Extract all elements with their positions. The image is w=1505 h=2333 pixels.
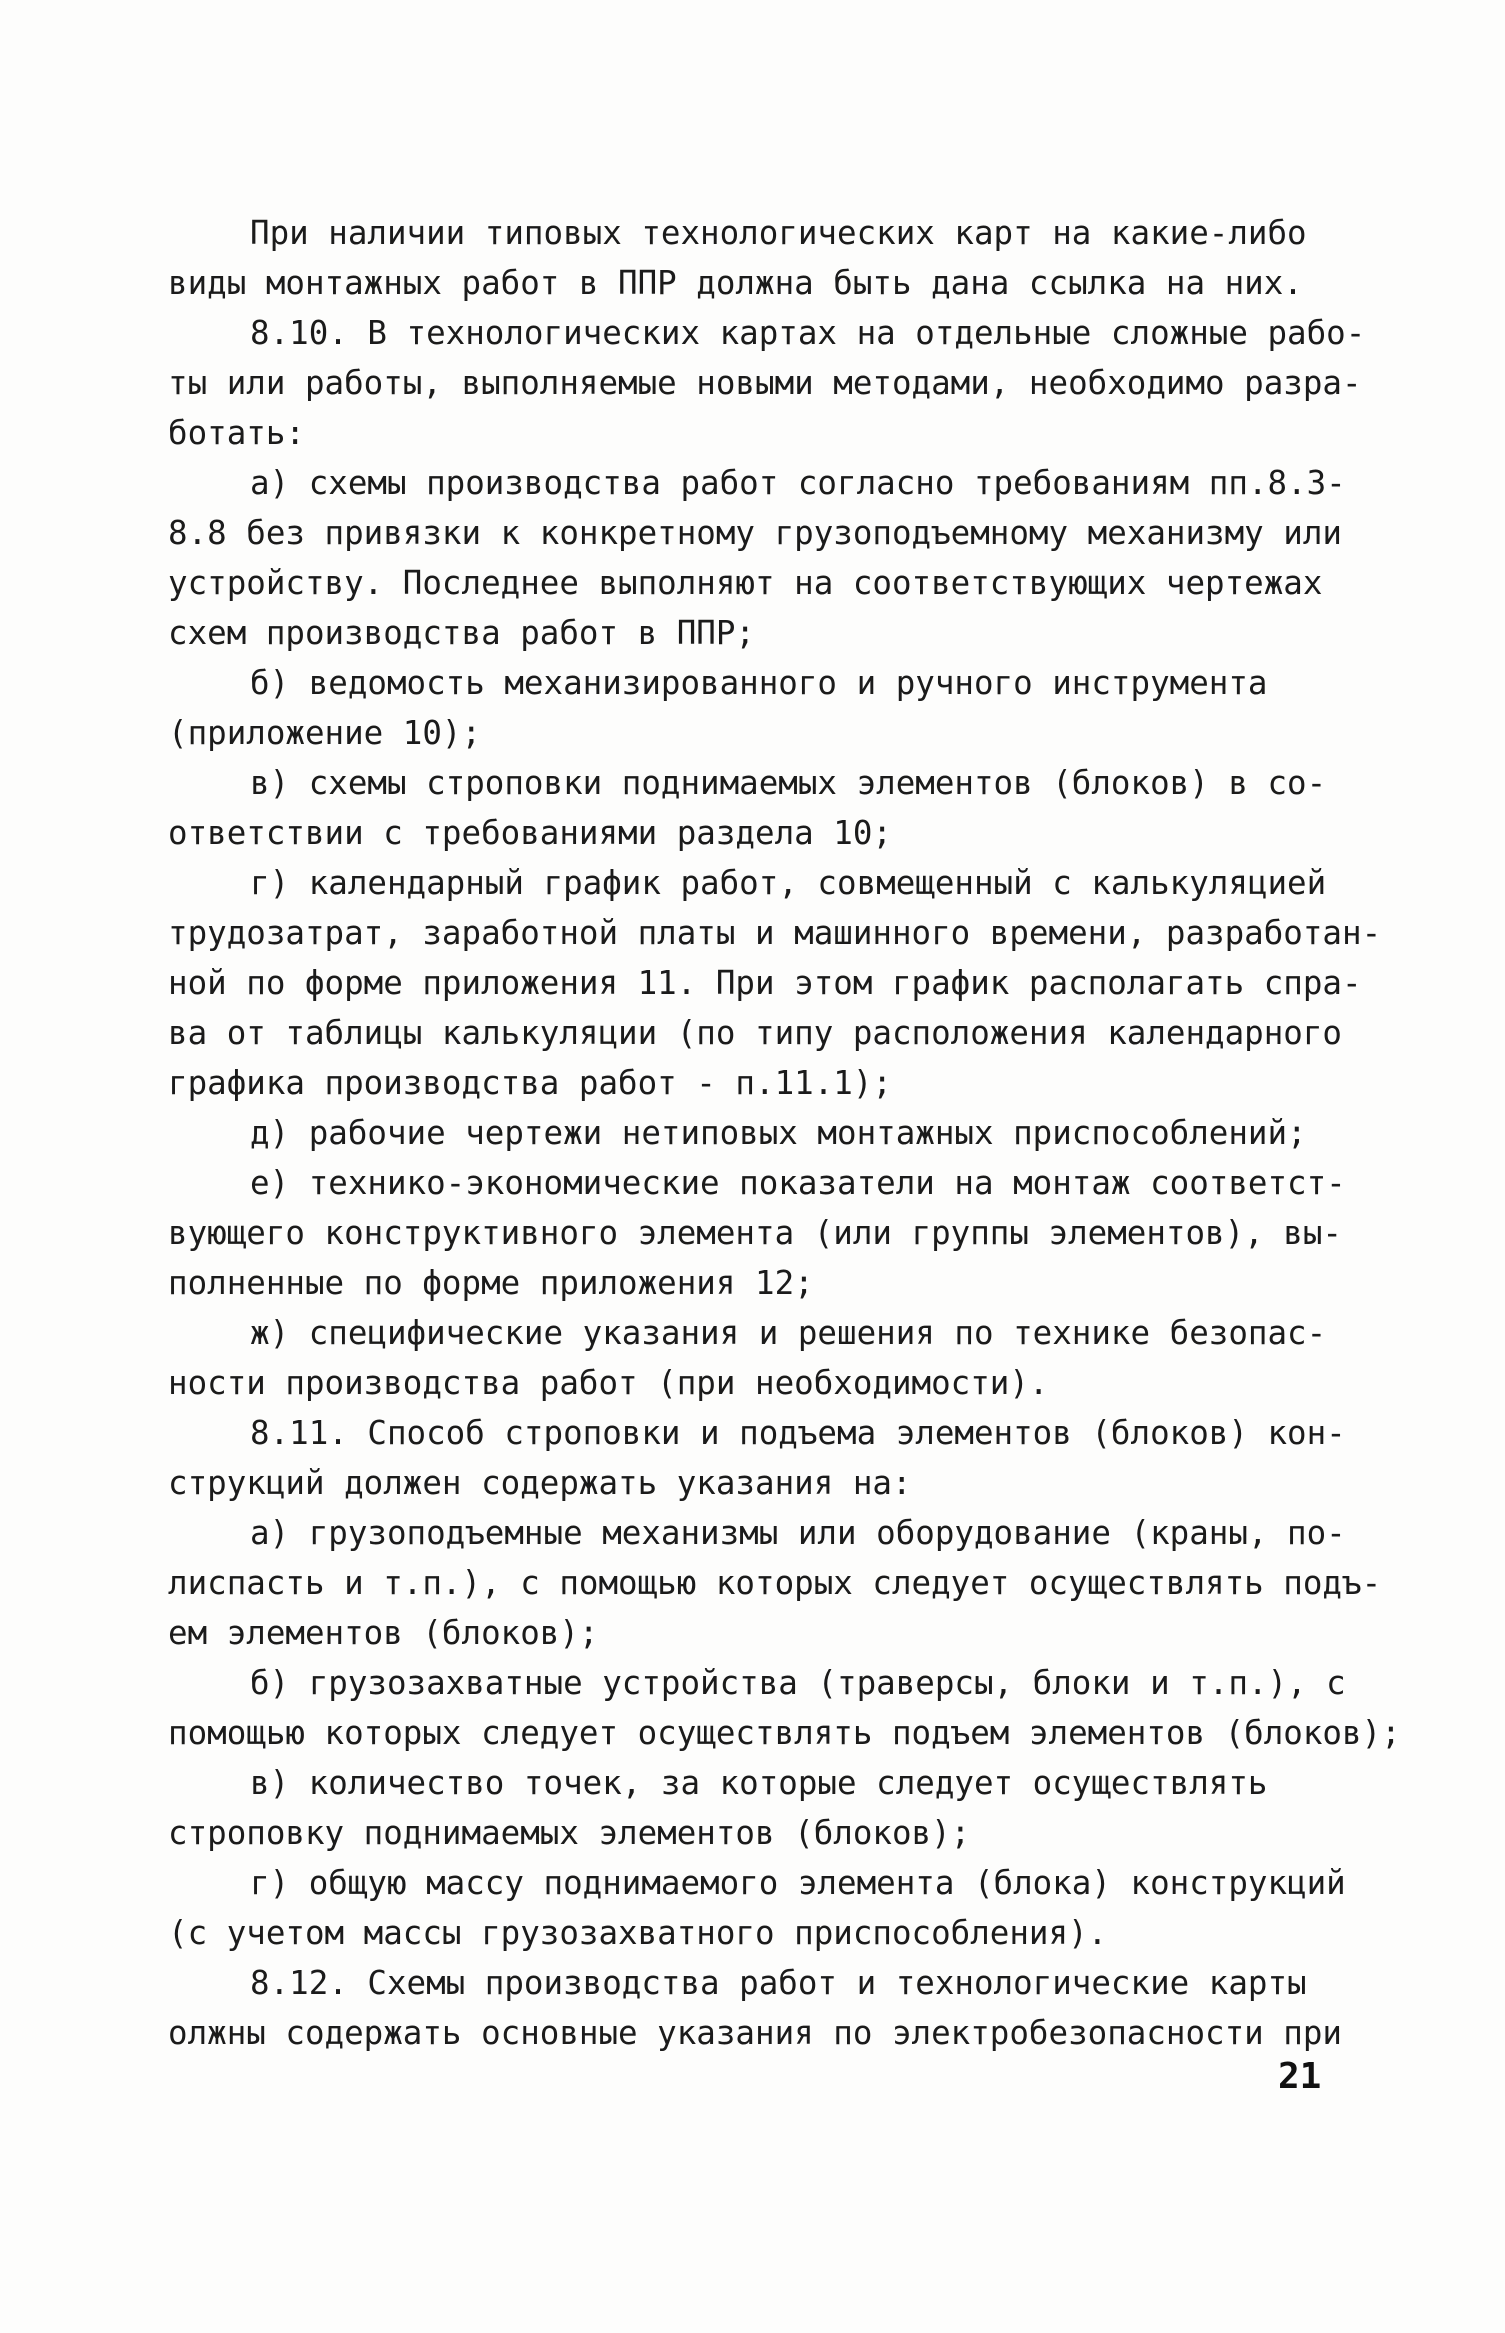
text-line: помощью которых следует осуществлять подъем элементов (блоков);	[168, 1714, 1401, 1752]
text-line: олжны содержать основные указания по электробезопасности при	[168, 2014, 1342, 2052]
text-line: (с учетом массы грузозахватного приспособления).	[168, 1914, 1108, 1952]
text-line: б) грузозахватные устройства (траверсы, блоки и т.п.), с	[250, 1664, 1346, 1702]
text-line: д) рабочие чертежи нетиповых монтажных приспособлений;	[250, 1114, 1307, 1152]
text-line: в) схемы строповки поднимаемых элементов (блоков) в со-	[250, 764, 1327, 802]
text-line: 8.8 без привязки к конкретному грузоподъемному механизму или	[168, 514, 1342, 552]
text-line: ответствии с требованиями раздела 10;	[168, 814, 892, 852]
text-line: При наличии типовых технологических карт на какие-либо	[250, 214, 1307, 252]
text-line: ты или работы, выполняемые новыми методами, необходимо разра-	[168, 364, 1362, 402]
text-line: строповку поднимаемых элементов (блоков);	[168, 1814, 971, 1852]
text-line: схем производства работ в ППР;	[168, 614, 755, 652]
text-line: устройству. Последнее выполняют на соответствующих чертежах	[168, 564, 1323, 602]
text-line: ж) специфические указания и решения по технике безопас-	[250, 1314, 1327, 1352]
text-line: (приложение 10);	[168, 714, 482, 752]
text-line: вующего конструктивного элемента (или группы элементов), вы-	[168, 1214, 1342, 1252]
text-line: е) технико-экономические показатели на монтаж соответст-	[250, 1164, 1346, 1202]
text-line: 8.11. Способ строповки и подъема элементов (блоков) кон-	[250, 1414, 1346, 1452]
text-line: графика производства работ - п.11.1);	[168, 1064, 892, 1102]
text-line: ботать:	[168, 414, 305, 452]
text-line: а) грузоподъемные механизмы или оборудование (краны, по-	[250, 1514, 1346, 1552]
text-line: ем элементов (блоков);	[168, 1614, 599, 1652]
text-line: трудозатрат, заработной платы и машинного времени, разработан-	[168, 914, 1382, 952]
text-line: 8.10. В технологических картах на отдельные сложные рабо-	[250, 314, 1366, 352]
text-line: ва от таблицы калькуляции (по типу расположения календарного	[168, 1014, 1342, 1052]
text-line: б) ведомость механизированного и ручного инструмента	[250, 664, 1268, 702]
text-line: ности производства работ (при необходимости).	[168, 1364, 1049, 1402]
text-line: виды монтажных работ в ППР должна быть дана ссылка на них.	[168, 264, 1303, 302]
text-line: полненные по форме приложения 12;	[168, 1264, 814, 1302]
text-line: в) количество точек, за которые следует осуществлять	[250, 1764, 1268, 1802]
text-line: г) календарный график работ, совмещенный с калькуляцией	[250, 864, 1327, 902]
page-number: 21	[1278, 2056, 1322, 2097]
text-line: а) схемы производства работ согласно требованиям пп.8.3-	[250, 464, 1346, 502]
text-line: ной по форме приложения 11. При этом график располагать спра-	[168, 964, 1362, 1002]
body-text	[168, 208, 1401, 2058]
text-line: г) общую массу поднимаемого элемента (блока) конструкций	[250, 1864, 1346, 1902]
text-line: 8.12. Схемы производства работ и технологические карты	[250, 1964, 1307, 2002]
text-line: струкций должен содержать указания на:	[168, 1464, 912, 1502]
text-line: лиспасть и т.п.), с помощью которых следует осуществлять подъ-	[168, 1564, 1382, 1602]
